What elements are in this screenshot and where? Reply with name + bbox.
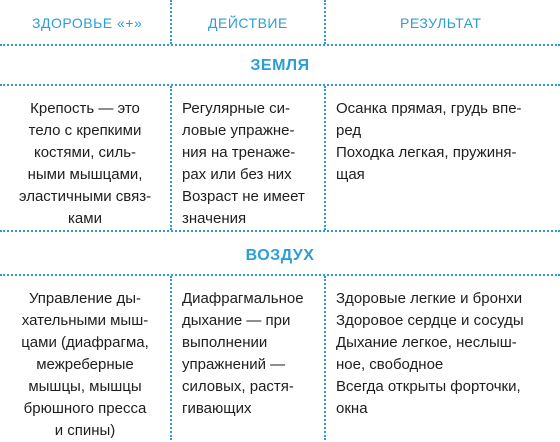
zemlya-health-line: тело с крепкими <box>28 122 142 139</box>
zemlya-health-line: эластичными связ- <box>18 188 152 205</box>
zemlya-action-line: Возраст не имеет <box>182 188 305 205</box>
vozdukh-action-line: упражнений — <box>182 356 286 373</box>
header-divider-2 <box>324 0 326 44</box>
column-header-health: ЗДОРОВЬЕ «+» <box>32 15 143 31</box>
vozdukh-result-line: Здоровые легкие и бронхи <box>336 290 523 307</box>
vozdukh-health-cell <box>0 288 170 442</box>
vozdukh-health-line: Управление ды- <box>28 290 142 307</box>
zemlya-result-line: Походка легкая, пружиня- <box>336 144 517 161</box>
vozdukh-action-line: силовых, растя- <box>182 378 294 395</box>
vozdukh-health-line: межреберные <box>36 356 134 373</box>
vozdukh-health-line: брюшного пресса <box>23 400 147 417</box>
vozdukh-result-line: Всегда открыты форточки, <box>336 378 521 395</box>
vozdukh-action-line: дыхание — при <box>182 312 291 329</box>
column-header-action: ДЕЙСТВИЕ <box>208 15 288 31</box>
zemlya-action-cell <box>182 98 322 230</box>
row-zemlya-divider-1 <box>170 86 172 230</box>
row-vozdukh-divider-2 <box>324 276 326 440</box>
zemlya-health-line: костями, силь- <box>33 144 137 161</box>
vozdukh-result-cell <box>336 288 558 420</box>
column-header-result: РЕЗУЛЬТАТ <box>400 15 482 31</box>
zemlya-action-line: ния на тренажe- <box>182 144 296 161</box>
section-zemlya-bottom-rule <box>0 84 560 86</box>
section-title-zemlya: ЗЕМЛЯ <box>250 57 310 74</box>
zemlya-health-line: ками <box>68 210 102 227</box>
row-vozdukh-divider-1 <box>170 276 172 440</box>
section-title-vozdukh: ВОЗДУХ <box>245 247 315 264</box>
zemlya-result-cell <box>336 98 558 186</box>
zemlya-result-line: ред <box>336 122 362 139</box>
vozdukh-health-line: цами (диафрагма, <box>21 334 149 351</box>
zemlya-health-line: Крепость — это <box>30 100 140 117</box>
vozdukh-health-line: хательными мыш- <box>21 312 149 329</box>
zemlya-action-line: рах или без них <box>182 166 292 183</box>
row-zemlya-bottom-rule <box>0 230 560 232</box>
zemlya-result-line: щая <box>336 166 365 183</box>
row-zemlya-divider-2 <box>324 86 326 230</box>
vozdukh-action-line: гивающих <box>182 400 252 417</box>
zemlya-health-line: ными мышцами, <box>27 166 143 183</box>
vozdukh-result-line: окна <box>336 400 368 417</box>
vozdukh-result-line: Дыхание легкое, неслыш- <box>336 334 517 351</box>
header-bottom-rule <box>0 44 560 46</box>
zemlya-action-line: Регулярные си- <box>182 100 290 117</box>
vozdukh-result-line: ное, свободное <box>336 356 444 373</box>
vozdukh-action-line: Диафрагмальное <box>182 290 304 307</box>
vozdukh-health-line: мышцы, мышцы <box>28 378 142 395</box>
vozdukh-action-cell <box>182 288 322 420</box>
zemlya-action-line: значения <box>182 210 247 227</box>
zemlya-action-line: ловые упражне- <box>182 122 295 139</box>
zemlya-result-line: Осанка прямая, грудь впе- <box>336 100 522 117</box>
vozdukh-result-line: Здоровое сердце и сосуды <box>336 312 524 329</box>
header-divider-1 <box>170 0 172 44</box>
vozdukh-action-line: выполнении <box>182 334 268 351</box>
vozdukh-health-line: и спины) <box>54 422 116 439</box>
section-vozdukh-bottom-rule <box>0 274 560 276</box>
zemlya-health-cell <box>0 98 170 230</box>
